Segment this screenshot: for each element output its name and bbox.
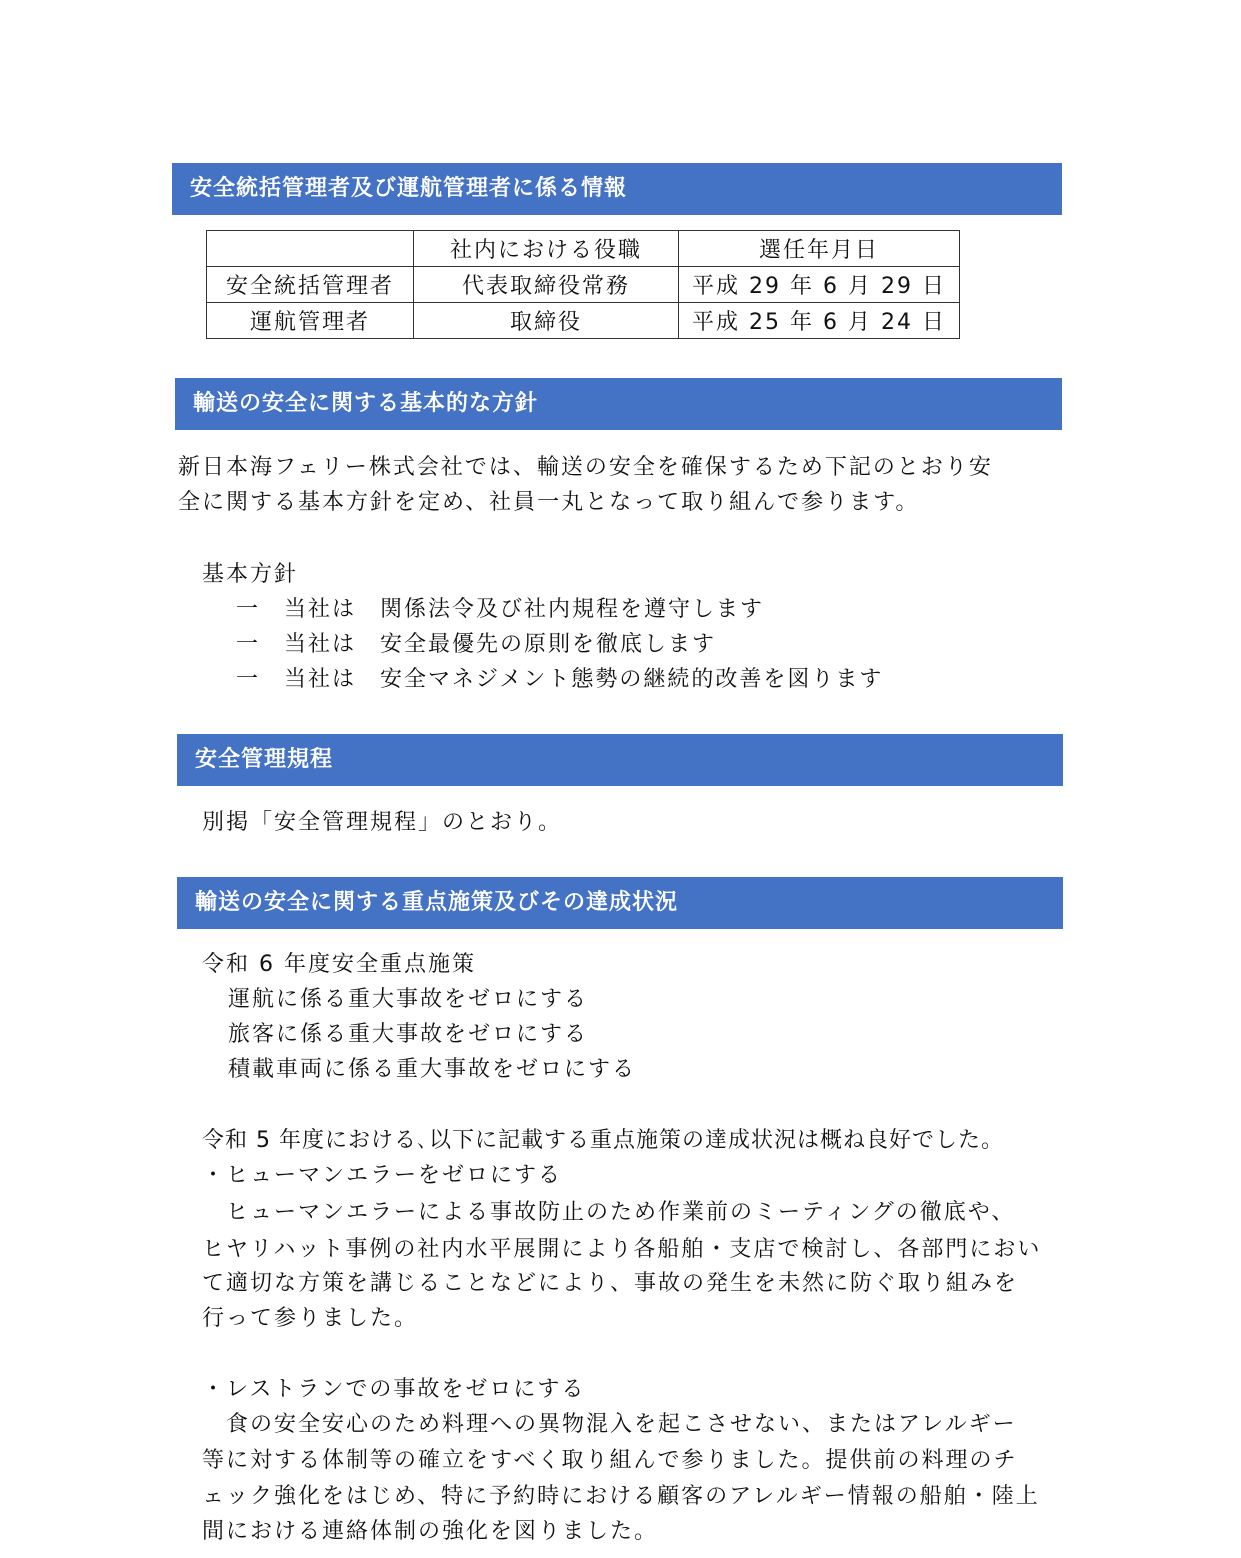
table-cell: 代表取締役常務 [414,267,679,303]
table-row [207,267,960,303]
result-intro: 令和 5 年度における､以下に記載する重点施策の達成状況は概ね良好でした。 [202,1128,1004,1153]
result-paragraph-line: ヒヤリハット事例の社内水平展開により各船舶・支店で検討し、各部門におい [202,1237,1042,1262]
table-header-cell: 社内における役職 [414,231,679,267]
officers-table [206,230,960,339]
table-cell: 平成 29 年 6 月 29 日 [679,267,960,303]
measure-item: 積載車両に係る重大事故をゼロにする [228,1057,637,1082]
policy-item: 一 当社は 安全最優先の原則を徹底します [236,632,717,657]
result-paragraph-line: ヒューマンエラーによる事故防止のため作業前のミーティングの徹底や、 [202,1200,1016,1225]
section-header-regulation: 安全管理規程 [177,734,1063,786]
section-header-officers: 安全統括管理者及び運航管理者に係る情報 [172,163,1062,215]
table-row [207,303,960,339]
measures-heading: 令和 6 年度安全重点施策 [202,952,476,977]
section-header-policy: 輸送の安全に関する基本的な方針 [175,378,1062,430]
measure-item: 旅客に係る重大事故をゼロにする [228,1022,589,1047]
result-paragraph-line: 食の安全安心のため料理への異物混入を起こさせない、またはアレルギー [202,1412,1017,1437]
regulation-text: 別掲「安全管理規程」のとおり。 [202,810,563,835]
table-header-cell: 選任年月日 [679,231,960,267]
table-cell: 取締役 [414,303,679,339]
policy-item: 一 当社は 安全マネジメント態勢の継続的改善を図ります [236,667,884,692]
table-cell: 安全統括管理者 [207,267,414,303]
measure-item: 運航に係る重大事故をゼロにする [228,987,589,1012]
result-paragraph-line: 間における連絡体制の強化を図りました。 [202,1519,659,1544]
section-header-measures: 輸送の安全に関する重点施策及びその達成状況 [177,877,1063,929]
table-cell: 平成 25 年 6 月 24 日 [679,303,960,339]
policy-heading: 基本方針 [202,562,299,587]
policy-item: 一 当社は 関係法令及び社内規程を遵守します [236,597,765,622]
result-paragraph-line: ェック強化をはじめ、特に予約時における顧客のアレルギー情報の船舶・陸上 [202,1484,1040,1509]
result-paragraph-line: 等に対する体制等の確立をすべく取り組んで参りました。提供前の料理のチ [202,1448,1018,1473]
result-paragraph-line: 行って参りました。 [202,1306,419,1331]
table-cell: 運航管理者 [207,303,414,339]
policy-intro-line-1: 新日本海フェリー株式会社では、輸送の安全を確保するため下記のとおり安 [178,455,993,480]
policy-intro-line-2: 全に関する基本方針を定め、社員一丸となって取り組んで参ります。 [178,490,920,515]
table-header-row [207,231,960,267]
result-heading-restaurant: ・レストランでの事故をゼロにする [202,1377,586,1402]
result-heading-human-error: ・ヒューマンエラーをゼロにする [202,1163,563,1188]
result-paragraph-line: て適切な方策を講じることなどにより、事故の発生を未然に防ぐ取り組みを [202,1271,1019,1296]
table-header-cell [207,231,414,267]
